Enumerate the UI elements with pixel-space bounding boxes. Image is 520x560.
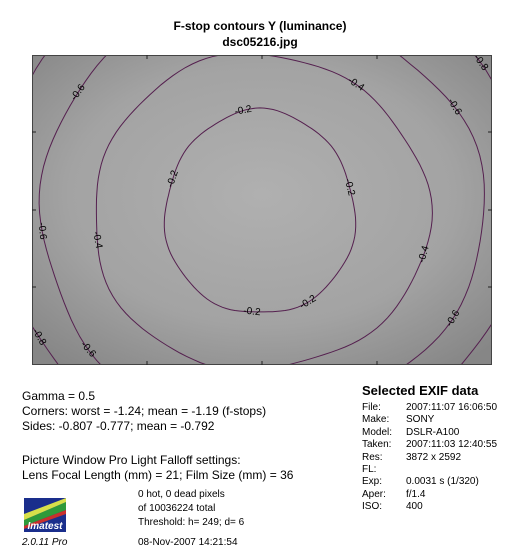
exif-row [362, 439, 497, 451]
contour-label: -0.4 [345, 74, 367, 94]
exif-value: 3872 x 2592 [406, 451, 462, 463]
exif-value: 2007:11:03 12:40:55 [406, 439, 498, 451]
exif-value: 400 [406, 501, 423, 513]
pixel-count: 0 hot, 0 dead pixels [138, 489, 225, 500]
version-text: 2.0.11 Pro [22, 537, 68, 548]
contour-label: -0.6 [444, 308, 463, 329]
chart-filename: dsc05216.jpg [222, 35, 298, 49]
settings-title: Picture Window Pro Light Falloff settings: [22, 453, 241, 467]
exif-value: 2007:11:07 16:06:50 [406, 402, 498, 413]
exif-key: Model: [362, 426, 393, 438]
exif-row [362, 414, 434, 426]
exif-key: File: [362, 402, 381, 413]
contour-label: -0.4 [90, 230, 105, 250]
pixel-threshold: Threshold: h= 249; d= 6 [138, 517, 245, 528]
exif-row [362, 489, 425, 501]
exif-key: Make: [362, 414, 390, 426]
logo-text: Imatest [27, 521, 63, 532]
exif-row [362, 452, 461, 464]
exif-key: Aper: [362, 488, 386, 500]
contour-label: -0.2 [164, 169, 181, 189]
contour-label: -0.6 [445, 96, 464, 118]
contour-label: -0.2 [297, 293, 319, 312]
contour-label: -0.2 [341, 177, 357, 197]
exif-title: Selected EXIF data [362, 383, 479, 398]
gamma-text: Gamma = 0.5 [22, 389, 96, 403]
exif-value: 0.0031 s (1/320) [406, 476, 479, 488]
contour-label: -0.2 [233, 103, 253, 118]
chart-title: F-stop contours Y (luminance) [173, 19, 347, 33]
corners-text: Corners: worst = -1.24; mean = -1.19 (f-stops) [22, 404, 267, 418]
exif-row [362, 501, 423, 513]
exif-row [362, 427, 459, 439]
exif-key: Exp: [362, 476, 383, 488]
exif-value: SONY [406, 414, 435, 426]
exif-key: ISO: [362, 501, 383, 513]
exif-row [362, 464, 406, 476]
exif-key: FL: [362, 464, 377, 475]
contour-label: -0.6 [35, 221, 49, 241]
contour-plot [29, 52, 492, 365]
sides-text: Sides: -0.807 -0.777; mean = -0.792 [22, 419, 215, 433]
exif-key: Res: [362, 451, 383, 463]
exif-value: f/1.4 [406, 488, 426, 500]
exif-row [362, 402, 497, 414]
contour-label: -0.4 [416, 244, 432, 265]
plot-background [29, 55, 492, 365]
contour-label: -0.8 [471, 52, 491, 73]
pixel-total: of 10036224 total [138, 503, 216, 514]
imatest-logo [24, 498, 66, 532]
exif-row [362, 476, 479, 488]
contour-label: -0.6 [78, 339, 98, 360]
settings-values: Lens Focal Length (mm) = 21; Film Size (mm) = 36 [22, 468, 294, 482]
contour-label: -0.6 [68, 82, 88, 103]
exif-value: DSLR-A100 [406, 426, 460, 438]
exif-key: Taken: [362, 439, 392, 451]
contour-label: -0.8 [29, 326, 49, 348]
report-timestamp: 08-Nov-2007 14:21:54 [138, 537, 238, 548]
contour-label: -0.2 [242, 305, 261, 319]
